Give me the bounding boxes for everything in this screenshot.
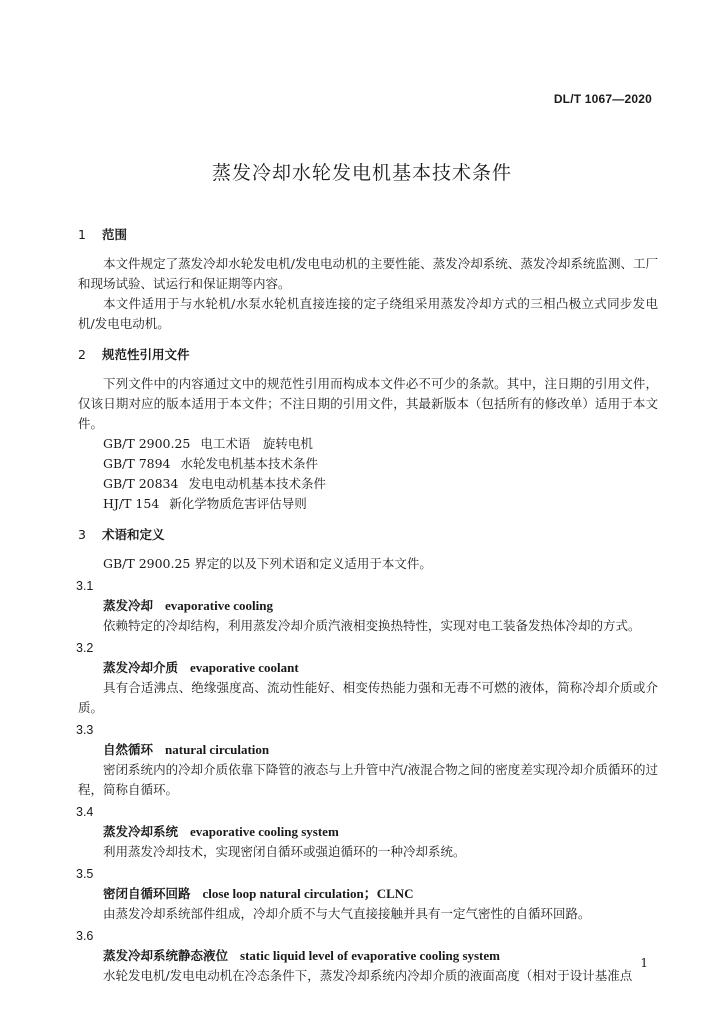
term-name-en: evaporative cooling xyxy=(165,598,273,613)
section-title: 范围 xyxy=(102,227,128,242)
paragraph: 本文件规定了蒸发冷却水轮发电机/发电电动机的主要性能、蒸发冷却系统、蒸发冷却系统监测、工厂和现场试验、试运行和保证期等内容。 xyxy=(78,256,658,291)
standard-code: DL/T 1067—2020 xyxy=(553,92,652,106)
term-name-zh: 自然循环 xyxy=(103,742,154,757)
term-name xyxy=(78,946,658,966)
paragraph: GB/T 2900.25 界定的以及下列术语和定义适用于本文件。 xyxy=(103,556,432,571)
reference-title: 发电电动机基本技术条件 xyxy=(188,476,326,491)
term-number: 3.4 xyxy=(76,805,94,819)
section-number: 3 xyxy=(78,527,86,542)
document-title: 蒸发冷却水轮发电机基本技术条件 xyxy=(211,162,512,184)
term-name xyxy=(78,822,658,842)
section-title: 术语和定义 xyxy=(102,527,165,542)
term-name-zh: 密闭自循环回路 xyxy=(103,886,191,901)
reference-title: 水轮发电机基本技术条件 xyxy=(180,456,319,471)
term-definition: 利用蒸发冷却技术，实现密闭自循环或强迫循环的一种冷却系统。 xyxy=(103,844,466,859)
term-definition: 密闭系统内的冷却介质依靠下降管的液态与上升管中汽/液混合物之间的密度差实现冷却介质循环的过程，简称自循环。 xyxy=(78,762,658,797)
paragraph: 本文件适用于与水轮机/水泵水轮机直接连接的定子绕组采用蒸发冷却方式的三相凸极立式同步发电机/发电电动机。 xyxy=(78,296,658,331)
document-body xyxy=(78,226,658,986)
term-definition: 依赖特定的冷却结构，利用蒸发冷却介质汽液相变换热特性，实现对电工装备发热体冷却的方式。 xyxy=(103,618,641,633)
section-number: 1 xyxy=(78,227,86,242)
section-title: 规范性引用文件 xyxy=(102,347,190,362)
paragraph: 下列文件中的内容通过文中的规范性引用而构成本文件必不可少的条款。其中，注日期的引用文件，仅该日期对应的版本适用于本文件；不注日期的引用文件，其最新版本（包括所有的修改单）适用于本文件。 xyxy=(78,376,658,431)
term-name-en: close loop natural circulation；CLNC xyxy=(202,886,414,901)
term-name-en: evaporative cooling system xyxy=(190,824,339,839)
term-number: 3.2 xyxy=(76,641,94,655)
reference-title: 新化学物质危害评估导则 xyxy=(169,496,307,511)
term-name-zh: 蒸发冷却系统 xyxy=(103,824,179,839)
term-number: 3.1 xyxy=(76,579,94,593)
term-name-zh: 蒸发冷却 xyxy=(103,598,154,613)
section-heading xyxy=(78,346,658,364)
term-name xyxy=(78,884,658,904)
section-heading xyxy=(78,526,658,544)
term-definition: 水轮发电机/发电电动机在冷态条件下，蒸发冷却系统内冷却介质的液面高度（相对于设计基准点 xyxy=(103,968,633,983)
reference-item xyxy=(78,454,658,474)
term-number: 3.3 xyxy=(76,723,94,737)
term-number: 3.6 xyxy=(76,929,94,943)
term-name-en: natural circulation xyxy=(165,742,270,757)
reference-item xyxy=(78,474,658,494)
reference-code: GB/T 20834 xyxy=(103,476,179,491)
reference-code: GB/T 2900.25 xyxy=(103,436,191,451)
term-definition: 具有合适沸点、绝缘强度高、流动性能好、相变传热能力强和无毒不可燃的液体，简称冷却介质或介质。 xyxy=(78,680,658,715)
section-number: 2 xyxy=(78,347,86,362)
reference-title: 电工术语 旋转电机 xyxy=(200,436,313,451)
term-name xyxy=(78,596,658,616)
term-name xyxy=(78,740,658,760)
reference-item xyxy=(78,494,658,514)
term-name-en: static liquid level of evaporative cooling system xyxy=(240,948,500,963)
term-name-en: evaporative coolant xyxy=(190,660,299,675)
term-definition: 由蒸发冷却系统部件组成，冷却介质不与大气直接接触并具有一定气密性的自循环回路。 xyxy=(103,906,591,921)
term-name xyxy=(78,658,658,678)
section-heading xyxy=(78,226,658,244)
reference-code: HJ/T 154 xyxy=(103,496,160,511)
page-number: 1 xyxy=(640,956,648,970)
term-name-zh: 蒸发冷却系统静态液位 xyxy=(103,948,229,963)
term-name-zh: 蒸发冷却介质 xyxy=(103,660,179,675)
reference-item xyxy=(78,434,658,454)
term-number: 3.5 xyxy=(76,867,94,881)
reference-code: GB/T 7894 xyxy=(103,456,171,471)
